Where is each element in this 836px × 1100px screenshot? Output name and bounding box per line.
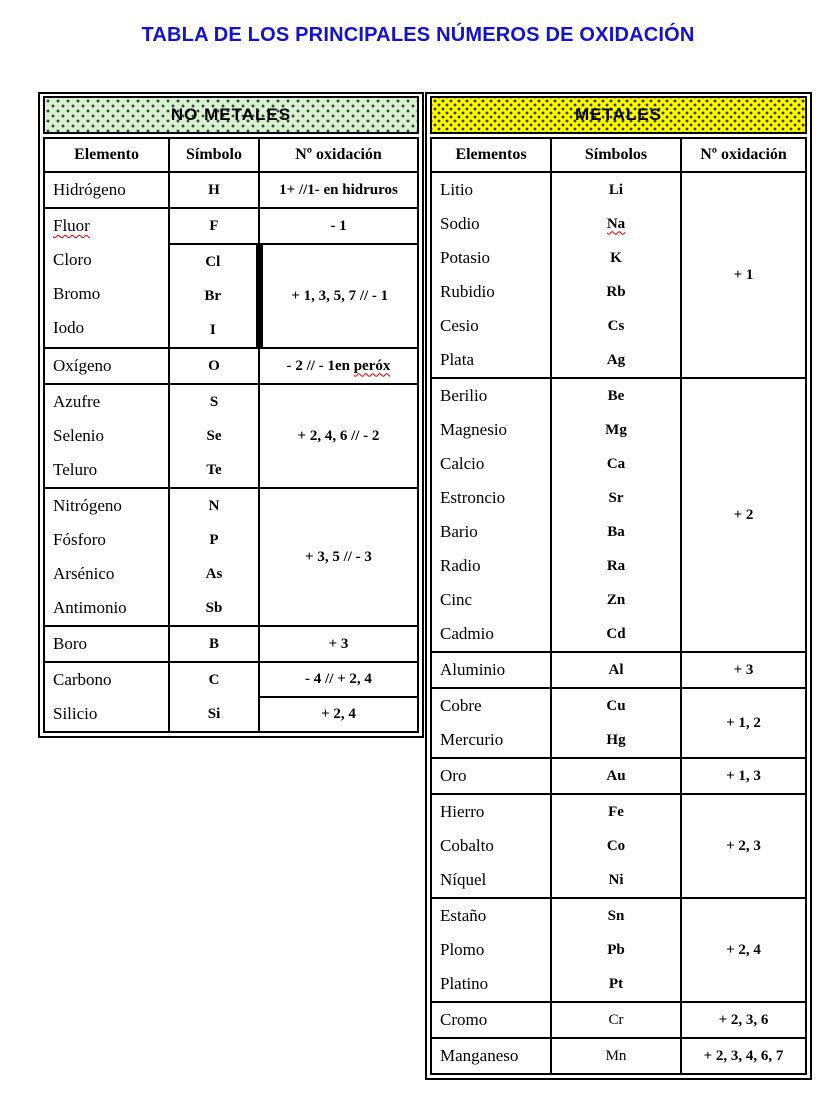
cell-text: Cinc xyxy=(440,590,473,609)
oxidation-cell: + 1, 2 xyxy=(681,688,806,758)
cell-text: Magnesio xyxy=(440,420,508,439)
cell-text: Berilio xyxy=(440,386,488,405)
no-metales-table xyxy=(38,92,424,738)
oxidation-cell: + 2, 3 xyxy=(681,794,806,898)
element-name-cell xyxy=(44,208,169,348)
symbol-cell xyxy=(169,172,259,208)
table-row xyxy=(44,172,418,208)
table-row xyxy=(44,488,418,523)
oxidation-cell: 1+ //1- en hidruros xyxy=(259,172,418,208)
cell-text: Cobalto xyxy=(440,836,494,855)
cell-line xyxy=(45,349,168,383)
cell-line xyxy=(552,583,680,617)
cell-line xyxy=(432,759,550,793)
element-name-cell xyxy=(431,1002,551,1038)
symbol-cell xyxy=(551,172,681,378)
element-name-cell xyxy=(44,662,169,732)
cell-line xyxy=(432,583,550,617)
symbol-cell xyxy=(551,758,681,794)
cell-line xyxy=(45,453,168,487)
table-row xyxy=(44,626,418,662)
cell-line xyxy=(170,697,258,731)
cell-line xyxy=(432,653,550,687)
symbol-cell xyxy=(551,652,681,688)
column-header-row xyxy=(44,138,418,172)
cell-line xyxy=(170,173,258,207)
cell-line xyxy=(432,863,550,897)
cell-line xyxy=(552,343,680,377)
metales-table xyxy=(425,92,812,1080)
cell-text: Rb xyxy=(606,283,626,300)
cell-text: Selenio xyxy=(53,426,104,445)
cell-line xyxy=(432,173,550,207)
cell-line xyxy=(552,173,680,207)
cell-text: Hidrógeno xyxy=(53,180,126,199)
cell-text: Pb xyxy=(607,941,625,958)
cell-text: Cd xyxy=(606,625,626,642)
cell-line xyxy=(552,207,680,241)
cell-text: Hierro xyxy=(440,802,485,821)
cell-line xyxy=(552,515,680,549)
element-name-cell xyxy=(44,626,169,662)
oxidation-text: - 2 // - 1en xyxy=(286,357,354,374)
table-row xyxy=(431,172,806,206)
cell-text: Cs xyxy=(607,317,625,334)
cell-text: Si xyxy=(207,705,221,722)
cell-line xyxy=(170,557,258,591)
cell-line xyxy=(432,967,550,1001)
cell-line xyxy=(432,447,550,481)
cell-line xyxy=(45,591,168,625)
cell-line xyxy=(432,309,550,343)
cell-text: Se xyxy=(206,427,222,444)
cell-line xyxy=(170,279,256,313)
cell-line xyxy=(552,1003,680,1037)
column-header-row xyxy=(431,138,806,172)
cell-text: F xyxy=(209,217,219,234)
oxidation-cell: - 4 // + 2, 4 xyxy=(259,662,418,697)
cell-line xyxy=(552,795,680,829)
symbol-cell xyxy=(551,1038,681,1074)
cell-text: Ba xyxy=(607,523,625,540)
cell-text: Cl xyxy=(205,253,221,270)
metales-header-band xyxy=(430,96,807,134)
cell-text: Na xyxy=(606,215,626,232)
cell-line xyxy=(170,209,258,243)
cell-line xyxy=(552,379,680,413)
oxidation-cell: + 2, 3, 4, 6, 7 xyxy=(681,1038,806,1074)
cell-text: Hg xyxy=(606,731,626,748)
cell-line xyxy=(170,523,258,557)
table-row xyxy=(431,1002,806,1038)
cell-text: Li xyxy=(608,181,624,198)
cell-line xyxy=(45,419,168,453)
cell-text: I xyxy=(209,321,216,338)
metales-grid xyxy=(430,137,807,1075)
cell-text: Sb xyxy=(205,599,223,616)
element-name-cell xyxy=(44,488,169,626)
element-name-cell xyxy=(431,652,551,688)
metales-band-label: METALES xyxy=(575,105,662,124)
cell-text: Pt xyxy=(608,975,624,992)
cell-line xyxy=(432,549,550,583)
cell-text: Te xyxy=(206,461,222,478)
element-name-cell xyxy=(431,898,551,1002)
cell-line xyxy=(45,557,168,591)
cell-text: Silicio xyxy=(53,704,98,723)
cell-text: Carbono xyxy=(53,670,112,689)
cell-line xyxy=(552,933,680,967)
cell-text: Mercurio xyxy=(440,730,504,749)
symbol-cell xyxy=(169,348,259,384)
symbol-cell xyxy=(551,1002,681,1038)
cell-line xyxy=(170,349,258,383)
cell-text: Teluro xyxy=(53,460,98,479)
oxidation-cell: + 2, 4 xyxy=(259,697,418,732)
cell-text: Cloro xyxy=(53,250,92,269)
cell-line xyxy=(432,795,550,829)
cell-line xyxy=(552,413,680,447)
cell-text: Co xyxy=(606,837,626,854)
cell-text: Estroncio xyxy=(440,488,506,507)
tables-container xyxy=(38,92,836,1080)
cell-line xyxy=(432,275,550,309)
cell-text: Mn xyxy=(605,1047,627,1064)
table-row xyxy=(44,348,418,384)
column-header-simbolo: Símbolo xyxy=(169,138,259,172)
cell-line xyxy=(45,627,168,661)
oxidation-text: peróx xyxy=(353,357,391,374)
cell-line xyxy=(170,627,258,661)
cell-line xyxy=(45,489,168,523)
cell-text: N xyxy=(208,497,220,514)
symbol-cell xyxy=(551,794,681,898)
cell-text: Rubidio xyxy=(440,282,495,301)
table-row xyxy=(431,378,806,412)
cell-line xyxy=(552,899,680,933)
symbol-cell xyxy=(169,662,259,732)
cell-text: Be xyxy=(607,387,625,404)
cell-text: Oro xyxy=(440,766,467,785)
element-name-cell xyxy=(44,348,169,384)
oxidation-cell: + 1, 3, 5, 7 // - 1 xyxy=(259,244,418,348)
page-title: TABLA DE LOS PRINCIPALES NÚMEROS DE OXIDACIÓN xyxy=(141,24,695,46)
no-metales-column-headers xyxy=(44,138,418,172)
cell-text: Cr xyxy=(608,1011,624,1028)
cell-line xyxy=(552,829,680,863)
cell-line xyxy=(170,313,256,347)
element-name-cell xyxy=(431,794,551,898)
cell-line xyxy=(552,549,680,583)
no-metales-grid xyxy=(43,137,419,733)
cell-line xyxy=(552,723,680,757)
table-row xyxy=(44,208,418,244)
cell-text: Plomo xyxy=(440,940,485,959)
cell-line xyxy=(45,209,168,243)
oxidation-cell: + 2 xyxy=(681,378,806,652)
cell-text: Radio xyxy=(440,556,481,575)
oxidation-cell: + 3 xyxy=(681,652,806,688)
cell-text: Ni xyxy=(608,871,624,888)
element-name-cell xyxy=(44,172,169,208)
cell-line xyxy=(45,523,168,557)
cell-line xyxy=(432,481,550,515)
cell-text: O xyxy=(208,357,220,374)
cell-line xyxy=(432,515,550,549)
cell-line xyxy=(432,1003,550,1037)
cell-line xyxy=(432,379,550,413)
oxidation-cell: + 2, 4 xyxy=(681,898,806,1002)
cell-text: Cu xyxy=(606,697,626,714)
cell-text: P xyxy=(209,531,219,548)
oxidation-cell: + 3 xyxy=(259,626,418,662)
cell-text: Fe xyxy=(608,803,624,820)
cell-text: Litio xyxy=(440,180,474,199)
cell-text: Oxígeno xyxy=(53,356,112,375)
cell-line xyxy=(552,309,680,343)
column-header-elemento: Elemento xyxy=(44,138,169,172)
cell-text: Ag xyxy=(606,351,626,368)
table-row xyxy=(431,794,806,829)
cell-text: Ca xyxy=(606,455,626,472)
cell-line xyxy=(432,689,550,723)
cell-text: Bromo xyxy=(53,284,101,303)
cell-line xyxy=(432,617,550,651)
element-name-cell xyxy=(431,378,551,652)
element-name-cell xyxy=(431,172,551,378)
table-row xyxy=(431,758,806,794)
cell-text: Sn xyxy=(607,907,625,924)
cell-text: S xyxy=(209,393,219,410)
cell-text: Ra xyxy=(606,557,626,574)
cell-text: Sodio xyxy=(440,214,480,233)
cell-line xyxy=(170,453,258,487)
cell-line xyxy=(552,653,680,687)
symbol-cell xyxy=(169,244,259,348)
cell-text: Iodo xyxy=(53,318,85,337)
symbol-cell xyxy=(169,208,259,244)
cell-line xyxy=(45,311,168,345)
table-row xyxy=(431,1038,806,1074)
cell-line xyxy=(432,933,550,967)
cell-line xyxy=(552,863,680,897)
cell-line xyxy=(432,413,550,447)
cell-text: Cobre xyxy=(440,696,482,715)
table-row xyxy=(431,688,806,723)
cell-text: Fluor xyxy=(53,216,90,235)
cell-text: Calcio xyxy=(440,454,485,473)
oxidation-cell xyxy=(259,348,418,384)
cell-line xyxy=(45,385,168,419)
symbol-cell xyxy=(551,898,681,1002)
column-header-oxidacion: Nº oxidación xyxy=(259,138,418,172)
cell-text: Bario xyxy=(440,522,478,541)
cell-line xyxy=(45,697,168,731)
cell-line xyxy=(432,899,550,933)
cell-text: Manganeso xyxy=(440,1046,519,1065)
element-name-cell xyxy=(431,758,551,794)
cell-line xyxy=(170,245,256,279)
symbol-cell xyxy=(169,488,259,626)
table-row xyxy=(44,384,418,419)
cell-text: Antimonio xyxy=(53,598,127,617)
table-row xyxy=(431,652,806,688)
cell-line xyxy=(552,275,680,309)
cell-line xyxy=(170,385,258,419)
oxidation-cell: - 1 xyxy=(259,208,418,244)
oxidation-cell: + 3, 5 // - 3 xyxy=(259,488,418,626)
cell-text: C xyxy=(208,671,220,688)
cell-line xyxy=(45,243,168,277)
cell-text: Sr xyxy=(608,489,624,506)
cell-line xyxy=(45,663,168,697)
element-name-cell xyxy=(431,688,551,758)
cell-line xyxy=(552,759,680,793)
cell-line xyxy=(45,173,168,207)
cell-line xyxy=(432,343,550,377)
metales-column-headers xyxy=(431,138,806,172)
cell-text: Potasio xyxy=(440,248,491,267)
document-page xyxy=(0,24,836,1080)
oxidation-cell: + 2, 4, 6 // - 2 xyxy=(259,384,418,488)
oxidation-cell: + 2, 3, 6 xyxy=(681,1002,806,1038)
cell-line xyxy=(432,829,550,863)
element-name-cell xyxy=(431,1038,551,1074)
cell-text: Cesio xyxy=(440,316,479,335)
cell-line xyxy=(432,241,550,275)
symbol-cell xyxy=(551,378,681,652)
cell-line xyxy=(552,967,680,1001)
cell-text: Al xyxy=(608,661,624,678)
column-header-elementos: Elementos xyxy=(431,138,551,172)
cell-line xyxy=(552,241,680,275)
cell-text: Mg xyxy=(605,421,627,438)
cell-text: Azufre xyxy=(53,392,101,411)
no-metales-band-label: NO METALES xyxy=(170,105,292,124)
cell-line xyxy=(552,617,680,651)
cell-text: Fósforo xyxy=(53,530,106,549)
symbol-cell xyxy=(551,688,681,758)
cell-text: B xyxy=(208,635,219,652)
cell-text: Platino xyxy=(440,974,489,993)
metales-body xyxy=(431,172,806,1074)
element-name-cell xyxy=(44,384,169,488)
table-row xyxy=(44,662,418,697)
no-metales-header-band xyxy=(43,96,419,134)
no-metales-body xyxy=(44,172,418,732)
cell-line xyxy=(432,1039,550,1073)
cell-text: Br xyxy=(204,287,222,304)
cell-text: Cadmio xyxy=(440,624,494,643)
cell-line xyxy=(170,419,258,453)
cell-line xyxy=(432,723,550,757)
cell-line xyxy=(170,489,258,523)
symbol-cell xyxy=(169,384,259,488)
cell-text: Zn xyxy=(606,591,626,608)
symbol-cell xyxy=(169,626,259,662)
cell-line xyxy=(552,689,680,723)
cell-text: Aluminio xyxy=(440,660,506,679)
cell-line xyxy=(552,481,680,515)
cell-text: H xyxy=(208,181,220,198)
cell-text: Boro xyxy=(53,634,87,653)
cell-text: Nitrógeno xyxy=(53,496,122,515)
cell-text: Arsénico xyxy=(53,564,115,583)
cell-line xyxy=(552,1039,680,1073)
cell-text: Plata xyxy=(440,350,474,369)
oxidation-cell: + 1 xyxy=(681,172,806,378)
cell-text: Estaño xyxy=(440,906,487,925)
column-header-simbolos: Símbolos xyxy=(551,138,681,172)
cell-text: Cromo xyxy=(440,1010,488,1029)
table-row xyxy=(431,898,806,933)
cell-line xyxy=(170,663,258,697)
cell-line xyxy=(552,447,680,481)
cell-text: Au xyxy=(606,767,626,784)
column-header-oxidacion: Nº oxidación xyxy=(681,138,806,172)
cell-line xyxy=(170,591,258,625)
cell-line xyxy=(432,207,550,241)
cell-text: K xyxy=(610,249,622,266)
cell-text: Níquel xyxy=(440,870,487,889)
cell-text: As xyxy=(205,565,223,582)
oxidation-cell: + 1, 3 xyxy=(681,758,806,794)
cell-line xyxy=(45,277,168,311)
